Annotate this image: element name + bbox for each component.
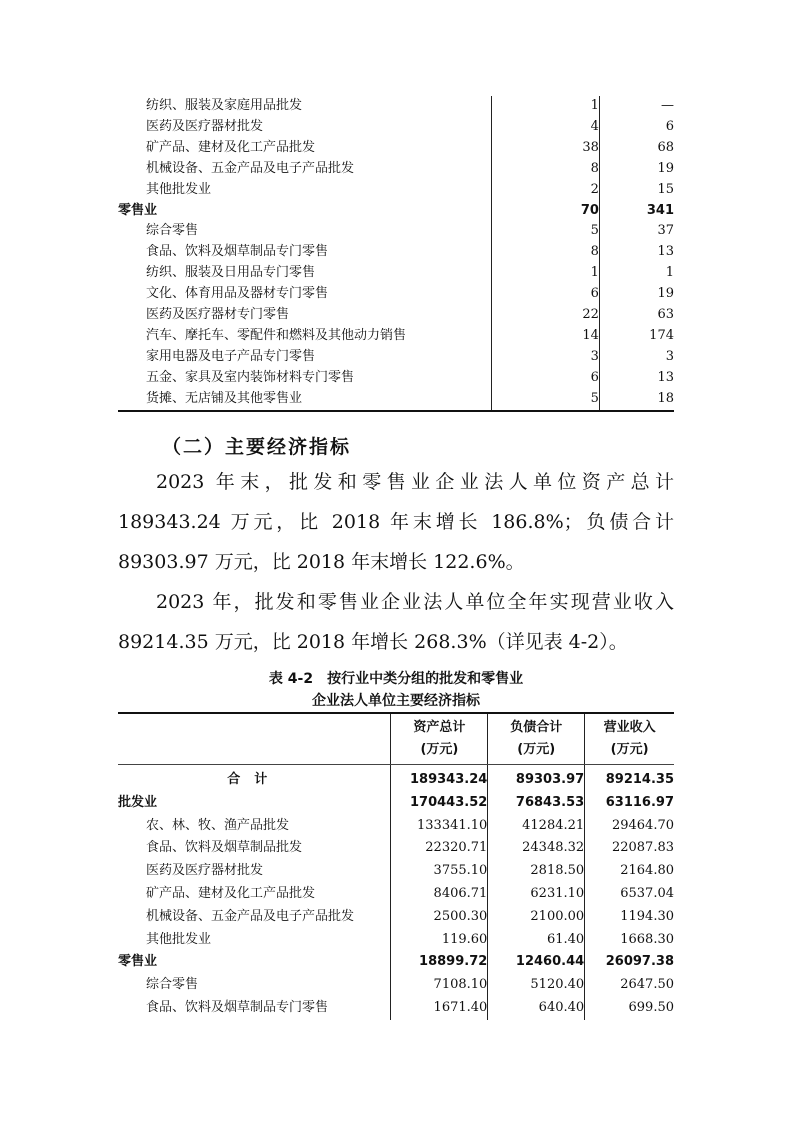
industry-name-cell: 其他批发业 <box>146 931 212 947</box>
value-cell-col1: 6 <box>492 284 600 305</box>
value-cell-col1: 6 <box>492 368 600 389</box>
industry-name-cell: 食品、饮料及烟草制品专门零售 <box>146 999 329 1015</box>
total-assets-cell: 7108.10 <box>391 974 488 997</box>
operating-revenue-cell: 2647.50 <box>585 974 674 997</box>
value-cell-col2: 1 <box>665 265 674 281</box>
table-row <box>118 906 674 929</box>
industry-name-cell: 综合零售 <box>146 977 199 993</box>
paragraph-assets-liabilities: 2023 年末，批发和零售业企业法人单位资产总计 189343.24 万元，比 2018 年末增长 186.8%；负债合计 89303.97 万元，比 2018 年末增长 122.6%。 <box>118 471 674 573</box>
table-row <box>118 159 674 180</box>
table-row <box>118 96 674 117</box>
value-cell-col2: 37 <box>657 223 674 239</box>
header-unit: (万元) <box>517 742 556 757</box>
table-row <box>118 860 674 883</box>
total-assets-cell: 8406.71 <box>391 883 488 906</box>
value-cell-col1: 8 <box>492 159 600 180</box>
value-cell-col1: 8 <box>492 242 600 263</box>
total-liabilities-cell: 640.40 <box>488 997 585 1020</box>
industry-name-cell: 文化、体育用品及器材专门零售 <box>146 286 329 302</box>
total-assets-cell: 133341.10 <box>391 815 488 838</box>
value-cell-col1: 14 <box>492 326 600 347</box>
table-row-category <box>118 951 674 974</box>
table-header-row <box>118 713 674 765</box>
value-cell-col2: 63 <box>657 307 674 323</box>
value-cell-col1: 1 <box>492 96 600 117</box>
total-assets-cell: 189343.24 <box>391 765 488 792</box>
industry-name-cell: 五金、家具及室内装饰材料专门零售 <box>146 369 355 385</box>
header-industry-blank <box>118 713 391 765</box>
value-cell-col1: 5 <box>492 389 600 411</box>
industry-name-cell: 合计 <box>227 772 282 787</box>
value-cell-col2: — <box>661 98 674 113</box>
value-cell-col1: 22 <box>492 305 600 326</box>
header-operating-revenue <box>585 713 674 765</box>
operating-revenue-cell: 6537.04 <box>585 883 674 906</box>
value-cell-col2: 341 <box>646 202 674 218</box>
value-cell-col1: 70 <box>492 201 600 222</box>
value-cell-col2: 19 <box>657 286 674 302</box>
header-total-liabilities <box>488 713 585 765</box>
total-liabilities-cell: 24348.32 <box>488 837 585 860</box>
table-row <box>118 242 674 263</box>
table-4-1-continued <box>118 96 674 412</box>
table-4-2-title-line2: 企业法人单位主要经济指标 <box>312 693 480 709</box>
value-cell-col1: 2 <box>492 180 600 201</box>
value-cell-col2: 6 <box>665 118 674 134</box>
operating-revenue-cell: 63116.97 <box>585 792 674 815</box>
header-total-assets <box>391 713 488 765</box>
industry-name-cell: 纺织、服装及日用品专门零售 <box>146 265 316 281</box>
industry-name-cell: 汽车、摩托车、零配件和燃料及其他动力销售 <box>146 327 407 343</box>
total-assets-cell: 170443.52 <box>391 792 488 815</box>
table-row <box>118 389 674 411</box>
total-liabilities-cell: 41284.21 <box>488 815 585 838</box>
operating-revenue-cell: 699.50 <box>585 997 674 1020</box>
industry-name-cell: 家用电器及电子产品专门零售 <box>146 348 316 364</box>
value-cell-col2: 19 <box>657 160 674 176</box>
table-row <box>118 347 674 368</box>
operating-revenue-cell: 1668.30 <box>585 929 674 952</box>
industry-name-cell: 医药及医疗器材批发 <box>146 863 264 879</box>
header-unit: (万元) <box>420 742 459 757</box>
total-assets-cell: 18899.72 <box>391 951 488 974</box>
table-row <box>118 117 674 138</box>
table-4-2 <box>118 712 674 1020</box>
operating-revenue-cell: 29464.70 <box>585 815 674 838</box>
value-cell-col1: 4 <box>492 117 600 138</box>
header-label: 营业收入 <box>603 720 656 735</box>
total-liabilities-cell: 2818.50 <box>488 860 585 883</box>
industry-name-cell: 机械设备、五金产品及电子产品批发 <box>146 160 355 176</box>
table-row <box>118 284 674 305</box>
value-cell-col1: 38 <box>492 138 600 159</box>
industry-name-cell: 医药及医疗器材专门零售 <box>146 307 290 323</box>
table-row-category <box>118 201 674 222</box>
industry-name-cell: 矿产品、建材及化工产品批发 <box>146 885 316 901</box>
total-liabilities-cell: 61.40 <box>488 929 585 952</box>
header-unit: (万元) <box>610 742 649 757</box>
header-label: 资产总计 <box>413 720 466 735</box>
industry-name-cell: 农、林、牧、渔产品批发 <box>146 817 290 833</box>
value-cell-col1: 5 <box>492 221 600 242</box>
industry-name-cell: 零售业 <box>118 954 158 970</box>
table-row <box>118 305 674 326</box>
operating-revenue-cell: 26097.38 <box>585 951 674 974</box>
total-liabilities-cell: 2100.00 <box>488 906 585 929</box>
table-row <box>118 815 674 838</box>
total-assets-cell: 1671.40 <box>391 997 488 1020</box>
table-row <box>118 837 674 860</box>
value-cell-col2: 3 <box>665 348 674 364</box>
table-row <box>118 138 674 159</box>
industry-name-cell: 纺织、服装及家庭用品批发 <box>146 98 303 113</box>
section-heading: （二）主要经济指标 <box>162 436 352 458</box>
table-row <box>118 883 674 906</box>
value-cell-col1: 3 <box>492 347 600 368</box>
value-cell-col2: 13 <box>657 369 674 385</box>
value-cell-col2: 15 <box>657 181 674 197</box>
total-liabilities-cell: 5120.40 <box>488 974 585 997</box>
table-4-2-title-line1: 表 4-2 按行业中类分组的批发和零售业 <box>268 671 524 687</box>
operating-revenue-cell: 2164.80 <box>585 860 674 883</box>
industry-name-cell: 批发业 <box>118 794 158 810</box>
total-liabilities-cell: 6231.10 <box>488 883 585 906</box>
table-row <box>118 997 674 1020</box>
total-liabilities-cell: 89303.97 <box>488 765 585 792</box>
total-assets-cell: 22320.71 <box>391 837 488 860</box>
value-cell-col2: 18 <box>599 389 674 411</box>
total-assets-cell: 119.60 <box>391 929 488 952</box>
total-assets-cell: 2500.30 <box>391 906 488 929</box>
operating-revenue-cell: 22087.83 <box>585 837 674 860</box>
industry-name-cell: 食品、饮料及烟草制品批发 <box>146 840 303 856</box>
table-row <box>118 221 674 242</box>
table-row-total <box>118 765 674 792</box>
operating-revenue-cell: 89214.35 <box>585 765 674 792</box>
industry-name-cell: 医药及医疗器材批发 <box>146 118 264 134</box>
value-cell-col1: 1 <box>492 263 600 284</box>
header-label: 负债合计 <box>510 720 563 735</box>
industry-name-cell: 货摊、无店铺及其他零售业 <box>118 389 492 411</box>
total-assets-cell: 3755.10 <box>391 860 488 883</box>
industry-name-cell: 食品、饮料及烟草制品专门零售 <box>146 244 329 260</box>
industry-name-cell: 矿产品、建材及化工产品批发 <box>146 139 316 155</box>
table-row <box>118 929 674 952</box>
industry-name-cell: 机械设备、五金产品及电子产品批发 <box>146 908 355 924</box>
table-row <box>118 263 674 284</box>
value-cell-col2: 13 <box>657 244 674 260</box>
table-row <box>118 180 674 201</box>
industry-name-cell: 其他批发业 <box>146 181 212 197</box>
paragraph-revenue: 2023 年，批发和零售业企业法人单位全年实现营业收入 89214.35 万元，比 2018 年增长 268.3%（详见表 4-2）。 <box>118 591 674 653</box>
table-row <box>118 368 674 389</box>
industry-name-cell: 综合零售 <box>146 223 199 239</box>
operating-revenue-cell: 1194.30 <box>585 906 674 929</box>
industry-name-cell: 零售业 <box>118 202 158 218</box>
value-cell-col2: 68 <box>657 139 674 155</box>
table-row <box>118 326 674 347</box>
table-row-category <box>118 792 674 815</box>
total-liabilities-cell: 12460.44 <box>488 951 585 974</box>
value-cell-col2: 174 <box>649 327 674 343</box>
table-row <box>118 974 674 997</box>
total-liabilities-cell: 76843.53 <box>488 792 585 815</box>
